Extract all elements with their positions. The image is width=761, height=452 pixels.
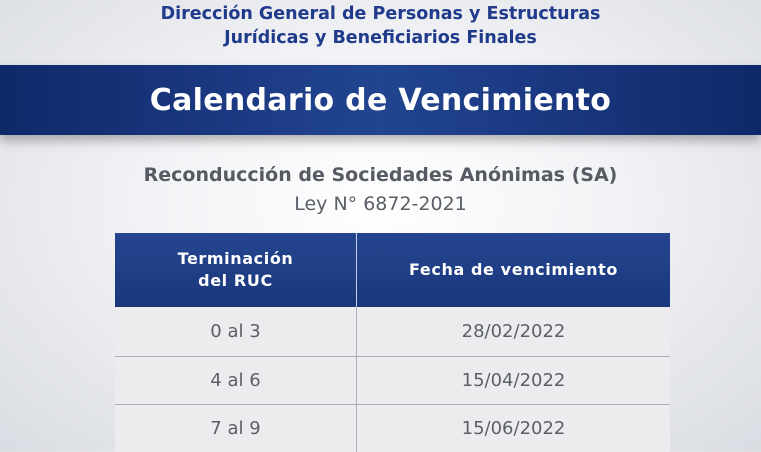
ruc-range-cell: 7 al 9 (115, 405, 357, 452)
title-banner (0, 65, 761, 135)
section-subtitle: Reconducción de Sociedades Anónimas (SA) (143, 164, 618, 186)
ruc-range-cell: 4 al 6 (115, 357, 357, 404)
organization-name-line-2: Jurídicas y Beneficiarios Finales (224, 28, 537, 48)
organization-name (0, 2, 761, 50)
table-row (115, 356, 670, 404)
header-ruc-ending (115, 233, 357, 307)
due-date-table (115, 233, 670, 452)
page-title: Calendario de Vencimiento (149, 82, 612, 118)
table-header-row (115, 233, 670, 307)
law-reference: Ley N° 6872-2021 (294, 193, 467, 215)
table-row (115, 307, 670, 356)
due-date-cell: 15/04/2022 (461, 370, 566, 391)
table-row (115, 404, 670, 452)
due-date-cell: 28/02/2022 (461, 321, 566, 342)
due-date-cell: 15/06/2022 (461, 418, 566, 439)
header-ruc-ending-line-1: Terminación (177, 249, 294, 268)
header-due-date: Fecha de vencimiento (409, 260, 618, 279)
header-ruc-ending-line-2: del RUC (198, 271, 273, 290)
ruc-range-cell: 0 al 3 (115, 307, 357, 356)
organization-name-line-1: Dirección General de Personas y Estructuras (160, 4, 601, 24)
